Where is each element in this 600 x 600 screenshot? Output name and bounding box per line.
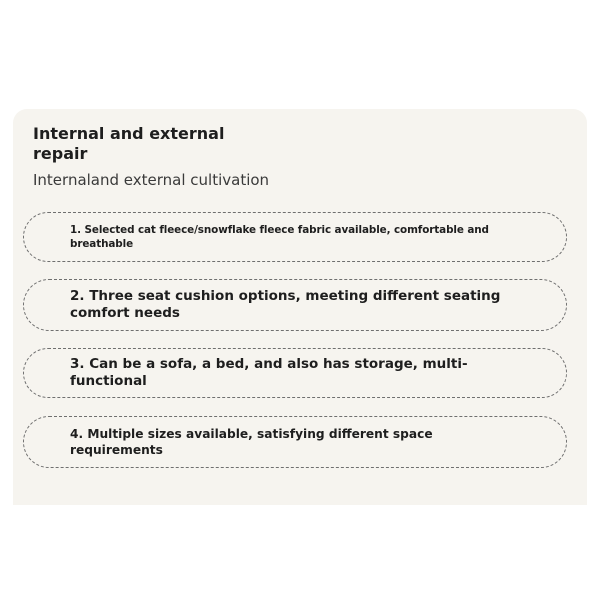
feature-item-fabric [23,212,567,262]
feature-text: 1. Selected cat fleece/snowflake fleece fabric available, comfortable and breathable [70,224,489,250]
feature-text: 2. Three seat cushion options, meeting different seating comfort needs [70,288,501,321]
feature-item-multifunction [23,348,567,398]
feature-card [13,109,587,505]
feature-text: 4. Multiple sizes available, satisfying different space requirements [70,427,433,457]
card-subtitle: Internaland external cultivation [33,171,270,189]
feature-item-sizes [23,416,567,468]
card-title: Internal and external repair [33,124,225,163]
feature-item-cushion [23,279,567,331]
feature-text: 3. Can be a sofa, a bed, and also has storage, multi-functional [70,356,468,389]
